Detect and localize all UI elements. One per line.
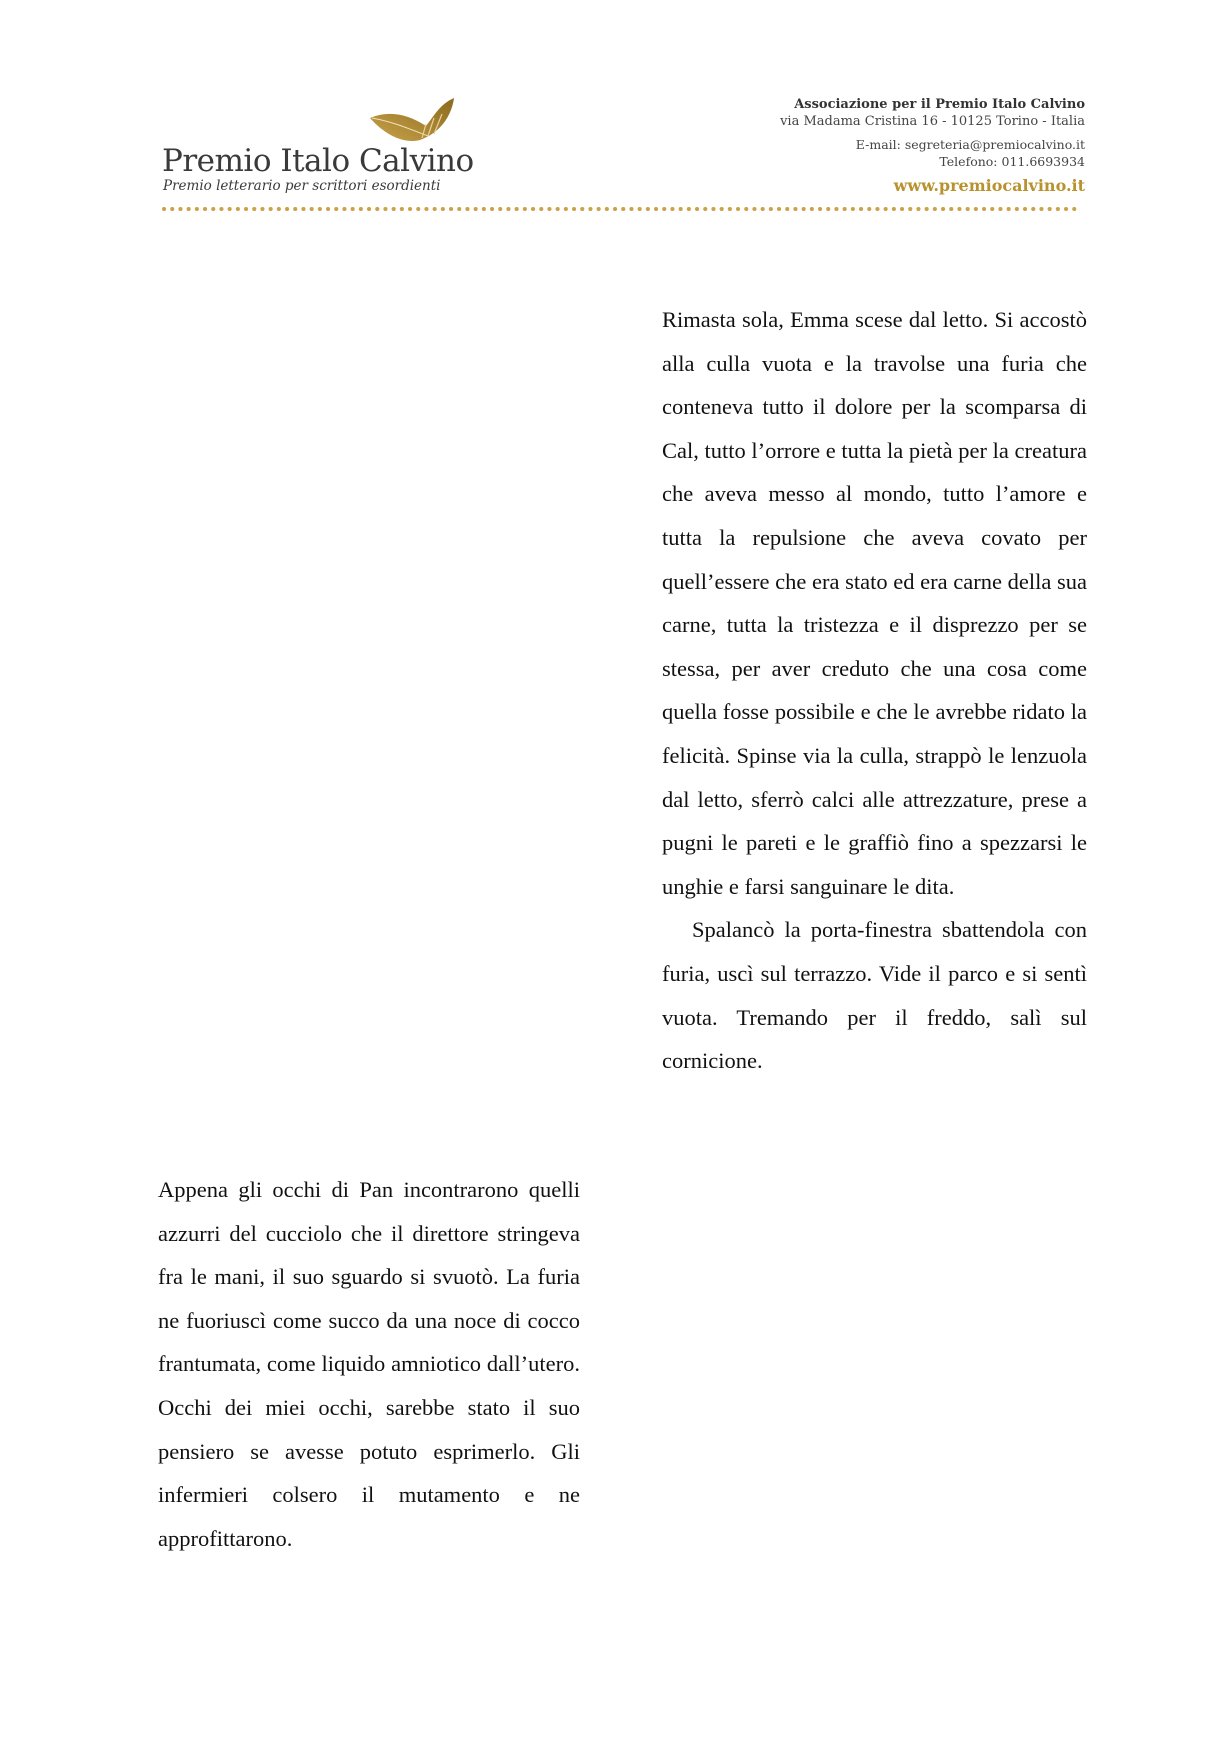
address: via Madama Cristina 16 - 10125 Torino - Italia [780, 114, 1085, 129]
association-name: Associazione per il Premio Italo Calvino [794, 97, 1085, 112]
right-column-text [662, 298, 1087, 1083]
paragraph: Appena gli occhi di Pan incontrarono quelli azzurri del cucciolo che il direttore stringeva fra le mani, il suo sguardo si svuotò. La furia ne fuoriuscì come succo da una noce di cocco frantumata, come liquido amniotico dall’utero. Occhi dei miei occhi, sarebbe stato il suo pensiero se avesse potuto esprimerlo. Gli infermieri colsero il mutamento e ne approfittarono. [158, 1177, 580, 1551]
email: E-mail: segreteria@premiocalvino.it [855, 137, 1085, 152]
website-link[interactable]: www.premiocalvino.it [893, 176, 1085, 195]
paragraph: Rimasta sola, Emma scese dal letto. Si accostò alla culla vuota e la travolse una furia che conteneva tutto il dolore per la scomparsa di Cal, tutto l’orrore e tutta la pietà per la creatura che aveva messo al mondo, tutto l’amore e tutta la repulsione che aveva covato per quell’essere che era stato ed era carne della sua carne, tutta la tristezza e il disprezzo per se stessa, per aver creduto che una cosa come quella fosse possibile e che le avrebbe ridato la felicità. Spinse via la culla, strappò le lenzuola dal letto, sferrò calci alle attrezzature, prese a pugni le pareti e le graffiò fino a spezzarsi le unghie e farsi sanguinare le dita. [662, 307, 1087, 899]
contact-block [780, 96, 1085, 196]
left-column-text [158, 1168, 580, 1560]
phone: Telefono: 011.6693934 [939, 154, 1085, 169]
letterhead [0, 0, 1230, 230]
dotted-divider [162, 206, 1084, 212]
brand-tagline: Premio letterario per scrittori esordienti [163, 178, 441, 194]
feather-icon [368, 96, 456, 146]
brand-name: Premio Italo Calvino [162, 143, 474, 179]
paragraph: Spalancò la porta-finestra sbattendola con furia, uscì sul terrazzo. Vide il parco e si sentì vuota. Tremando per il freddo, salì sul cornicione. [662, 917, 1087, 1074]
